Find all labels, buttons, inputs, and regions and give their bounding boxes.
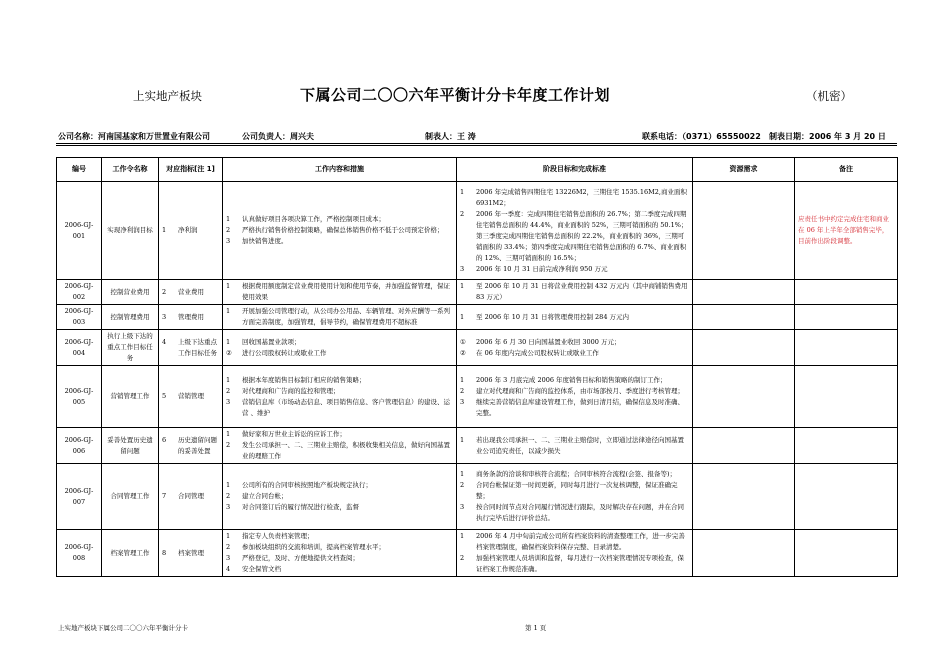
item-number: 1 — [226, 337, 231, 346]
remarks — [795, 464, 898, 530]
resource-needs — [693, 280, 795, 305]
item-text: 公司所有的合同审核按照地产板块规定执行； — [242, 481, 372, 489]
goal-line — [460, 337, 689, 348]
content-line — [226, 429, 453, 440]
item-number: 1 — [460, 187, 465, 196]
table-row — [57, 530, 898, 577]
indicator-number: 7 — [162, 492, 167, 500]
indicator — [159, 428, 223, 464]
work-content — [223, 428, 457, 464]
item-number: 3 — [226, 503, 231, 511]
work-name: 营销管理工作 — [102, 366, 159, 428]
content-line — [226, 440, 453, 462]
work-id: 2006-GJ-003 — [57, 305, 102, 330]
stage-goals — [457, 305, 693, 330]
item-text: 安全保管文档 — [242, 565, 281, 573]
item-text: 建立对代理商和广告商的监控体系，由市场部按月、季度进行考核管理； — [476, 386, 684, 395]
item-text: 加快销售进度。 — [242, 237, 288, 245]
item-number: 1 — [226, 282, 231, 290]
column-header-col-content: 工作内容和措施 — [223, 158, 457, 182]
contact-phone: 联系电话：（0371）65550022 — [642, 132, 761, 141]
content-line — [226, 281, 453, 303]
page-number: 第 1 页 — [525, 624, 547, 632]
item-text: 严格登记，及时、方便地提供文档查阅； — [242, 554, 359, 562]
stage-goals — [457, 366, 693, 428]
work-name: 控制营业费用 — [102, 280, 159, 305]
table-row — [57, 182, 898, 280]
item-text: 商务条款的洽谈和审核符合流程；合同审核符合流程(会签、报备等)； — [476, 470, 677, 478]
content-line — [226, 214, 453, 225]
indicator-number: 6 — [162, 435, 167, 444]
work-id: 2006-GJ-008 — [57, 530, 102, 577]
indicator-number: 2 — [162, 287, 167, 296]
work-name: 控制管理费用 — [102, 305, 159, 330]
goal-line — [460, 531, 689, 553]
indicator-name: 净利润 — [178, 226, 198, 234]
item-text: 对合同签订后的履行情况进行检查，监督 — [242, 503, 359, 511]
item-text: 2006 年 3 月底完成 2006 年度销售目标和销售策略的制订工作； — [476, 375, 667, 384]
item-number: 3 — [460, 503, 465, 511]
item-text: 发生公司承担一、二、三期业主赔偿，积极收集相关信息，做好向国基置业的理赔工作 — [242, 441, 450, 460]
item-number: 3 — [460, 264, 465, 273]
table-row — [57, 305, 898, 330]
remarks — [795, 330, 898, 366]
item-text: 根据费用额度制定营业费用使用计划和使用节奏，并加强监督管理，保证使用效果 — [242, 282, 450, 301]
content-line — [226, 225, 453, 236]
table-row — [57, 280, 898, 305]
item-text: 合同台帐保证第一时间更新，同时每月进行一次复核调整，保证准确完整； — [476, 481, 678, 500]
item-number: 2 — [460, 209, 465, 218]
work-name: 合同管理工作 — [102, 464, 159, 530]
division-label: 上实地产板块 — [133, 89, 202, 103]
content-line — [226, 236, 453, 247]
work-id: 2006-GJ-005 — [57, 366, 102, 428]
table-row — [57, 464, 898, 530]
indicator — [159, 366, 223, 428]
indicator — [159, 182, 223, 280]
item-number: 3 — [226, 237, 231, 245]
content-line — [226, 306, 453, 328]
item-text: 对代理商和广告商的监控和管理； — [242, 386, 340, 395]
item-number: 3 — [226, 554, 231, 562]
indicator-number: 3 — [162, 312, 167, 321]
content-line — [226, 542, 453, 553]
work-id: 2006-GJ-007 — [57, 464, 102, 530]
goal-line — [460, 281, 689, 303]
item-number: ① — [460, 337, 466, 346]
prepare-date: 制表日期：2006 年 3 月 20 日 — [769, 132, 886, 141]
stage-goals — [457, 182, 693, 280]
content-line — [226, 397, 453, 419]
item-text: 2006 年 6 月 30 日向国基置业收回 3000 万元； — [476, 337, 621, 346]
content-line — [226, 502, 453, 513]
indicator-number: 1 — [162, 226, 167, 234]
indicator — [159, 330, 223, 366]
work-content — [223, 280, 457, 305]
stage-goals — [457, 428, 693, 464]
header-rule — [56, 145, 897, 146]
item-text: 2006 年一季度：完成四期住宅销售总面积的 26.7%；第二季度完成四期住宅销售总面积的 44.4%，商业面积的 52%，三期可销面积的 50.1%；第三季度完成四期住宅销售总面积的 22.2%，商业面积的 36%，三期可销面积的 33.4%；第四季度完成四期住宅销售总面积的 6.7%、商业面积的 12%、三期可销面积的 16.5%； — [476, 209, 688, 262]
content-line — [226, 480, 453, 491]
indicator-number: 5 — [162, 392, 167, 400]
footer-title: 上实地产板块下属公司二〇〇六年平衡计分卡 — [58, 624, 188, 632]
item-text: 回收国基置业款项； — [242, 337, 301, 346]
work-id: 2006-GJ-001 — [57, 182, 102, 280]
item-text: 若出现我公司承担一、二、三期业主赔偿时，立即通过法律途径向国基置业公司追究责任，以减少损失 — [476, 435, 684, 455]
item-number: 1 — [226, 375, 231, 384]
item-number: 1 — [460, 312, 465, 321]
indicator — [159, 305, 223, 330]
item-number: 1 — [460, 470, 465, 478]
indicator — [159, 280, 223, 305]
goal-line — [460, 386, 689, 397]
item-number: ② — [226, 348, 232, 357]
content-line — [226, 553, 453, 564]
item-number: ② — [460, 348, 466, 357]
company-manager: 公司负责人：周兴夫 — [242, 132, 314, 141]
item-text: 严格执行销售价格控制策略，确保总体销售价格不低于公司预定价格； — [242, 226, 444, 234]
stage-goals — [457, 280, 693, 305]
column-header-col-goals: 阶段目标和完成标准 — [457, 158, 693, 182]
work-id: 2006-GJ-004 — [57, 330, 102, 366]
work-name: 档案管理工作 — [102, 530, 159, 577]
resource-needs — [693, 366, 795, 428]
work-plan-table — [56, 157, 898, 577]
header-rule — [56, 143, 897, 144]
item-number: 1 — [226, 532, 231, 540]
column-header-col-resource: 资源需求 — [693, 158, 795, 182]
item-text: 2006 年 10 月 31 日前完成净利润 950 万元 — [476, 264, 608, 273]
item-number: 3 — [460, 397, 465, 406]
goal-line — [460, 209, 689, 264]
indicator-name: 历史遗留问题的妥善处置 — [178, 435, 217, 455]
stage-goals — [457, 464, 693, 530]
column-header-col-indicator: 对应指标[注 1] — [159, 158, 223, 182]
remarks — [795, 428, 898, 464]
item-number: 1 — [226, 307, 231, 315]
resource-needs — [693, 464, 795, 530]
item-number: 2 — [460, 386, 465, 395]
content-line — [226, 491, 453, 502]
item-number: 1 — [460, 375, 465, 384]
item-text: 至 2006 年 10 月 31 日将营业费用控制 432 万元内（其中商铺销售费用 83 万元） — [476, 282, 688, 301]
item-text: 开展加强公司管理行动，从公司办公用品、车辆管理、对外应酬等一系列方面完善制度，加强管理，倡导节约，确保管理费用不超标准 — [242, 307, 450, 326]
page-title: 下属公司二〇〇六年平衡计分卡年度工作计划 — [300, 86, 611, 104]
work-name: 执行上级下达的重点工作目标任务 — [102, 330, 159, 366]
goal-line — [460, 480, 689, 502]
resource-needs — [693, 305, 795, 330]
item-number: 1 — [460, 532, 465, 540]
work-content — [223, 182, 457, 280]
goal-line — [460, 312, 689, 323]
goal-line — [460, 469, 689, 480]
goal-line — [460, 348, 689, 359]
work-id: 2006-GJ-002 — [57, 280, 102, 305]
indicator-name: 管理费用 — [178, 312, 204, 321]
remarks — [795, 280, 898, 305]
resource-needs — [693, 530, 795, 577]
goal-line — [460, 553, 689, 575]
goal-line — [460, 264, 689, 275]
resource-needs — [693, 182, 795, 280]
indicator-number: 8 — [162, 548, 167, 557]
work-content — [223, 330, 457, 366]
item-text: 加强档案管理人员培训和监督，每月进行一次档案管理情况专项检查，保证档案工作规范准确。 — [476, 554, 684, 573]
content-line — [226, 564, 453, 575]
indicator-name: 营销管理 — [178, 392, 204, 400]
item-number: 1 — [460, 435, 465, 444]
confidential-label: （机密） — [806, 89, 852, 103]
goal-line — [460, 375, 689, 386]
item-number: 2 — [226, 386, 231, 395]
column-header-col-name: 工作令名称 — [102, 158, 159, 182]
indicator-name: 合同管理 — [178, 492, 204, 500]
content-line — [226, 531, 453, 542]
stage-goals — [457, 530, 693, 577]
work-content — [223, 366, 457, 428]
item-text: 认真做好项目各项决算工作，严格控制项目成本； — [242, 215, 385, 223]
item-text: 建立合同台帐； — [242, 492, 288, 500]
item-number: 1 — [226, 430, 231, 438]
item-text: 根据本年度销售目标制订相应的销售策略； — [242, 375, 366, 384]
item-number: 2 — [226, 226, 231, 234]
item-text: 按合同时间节点对合同履行情况进行跟踪，及时解决存在问题，并在合同执行完毕后进行评价总结。 — [476, 503, 684, 522]
work-name: 实现净利润目标 — [102, 182, 159, 280]
indicator-name: 上级下达重点工作目标任务 — [178, 337, 217, 357]
stage-goals — [457, 330, 693, 366]
content-line — [226, 348, 453, 359]
column-header-col-note: 备注 — [795, 158, 898, 182]
table-header-row — [57, 158, 898, 182]
table-row — [57, 366, 898, 428]
item-number: 2 — [460, 554, 465, 562]
work-id: 2006-GJ-006 — [57, 428, 102, 464]
item-number: 3 — [226, 397, 231, 406]
indicator — [159, 464, 223, 530]
item-number: 2 — [460, 481, 465, 489]
preparer: 制表人：王 涛 — [425, 132, 476, 141]
work-content — [223, 305, 457, 330]
item-text: 做好家和万世业主诉讼的应诉工作； — [242, 430, 346, 438]
work-name: 妥善处置历史遗留问题 — [102, 428, 159, 464]
indicator-name: 营业费用 — [178, 287, 204, 296]
content-line — [226, 386, 453, 397]
item-number: 1 — [226, 481, 231, 489]
item-text: 2006 年完成销售四期住宅 13226M2，三期住宅 1535.16M2,商业面积 6931M2； — [476, 187, 687, 207]
item-text: 指定专人负责档案管理； — [242, 532, 314, 540]
item-text: 参加板块组织的交流和培训，提高档案管理水平； — [242, 543, 385, 551]
remarks — [795, 530, 898, 577]
goal-line — [460, 397, 689, 419]
item-text: 营销信息库（市场动态信息、项目销售信息、客户管理信息）的建设、运营 、维护 — [242, 397, 450, 417]
remarks — [795, 366, 898, 428]
company-name: 公司名称：河南国基家和万世置业有限公司 — [58, 132, 210, 141]
content-line — [226, 375, 453, 386]
indicator-number: 4 — [162, 337, 167, 346]
goal-line — [460, 187, 689, 209]
indicator-name: 档案管理 — [178, 548, 204, 557]
column-header-col-id: 编号 — [57, 158, 102, 182]
item-number: 1 — [226, 215, 231, 223]
remarks — [795, 305, 898, 330]
item-number: 2 — [226, 441, 231, 449]
resource-needs — [693, 428, 795, 464]
work-content — [223, 530, 457, 577]
table-row — [57, 428, 898, 464]
item-text: 2006 年 4 月中旬前完成公司所有档案资料的清查整理工作，进一步完善档案管理制度，确保档案资料保存完整、目录清楚。 — [476, 532, 685, 551]
item-text: 在 06 年度内完成公司股权转让或歇业工作 — [476, 348, 599, 357]
item-number: 4 — [226, 565, 231, 573]
content-line — [226, 337, 453, 348]
item-number: 2 — [226, 543, 231, 551]
work-content — [223, 464, 457, 530]
goal-line — [460, 435, 689, 457]
item-number: 2 — [226, 492, 231, 500]
goal-line — [460, 502, 689, 524]
remarks: 应责任书中约定完成住宅和商业在 06 年上半年全部销售完毕，目前作出阶段调整。 — [795, 182, 898, 280]
item-number: 1 — [460, 282, 465, 290]
table-row — [57, 330, 898, 366]
item-text: 继续完善营销信息库建设管理工作，做到日清月结，确保信息及时准确、完整。 — [476, 397, 684, 417]
resource-needs — [693, 330, 795, 366]
item-text: 至 2006 年 10 月 31 日将管理费用控制 284 万元内 — [476, 312, 630, 321]
item-text: 进行公司股权转让或歇业工作 — [242, 348, 327, 357]
indicator — [159, 530, 223, 577]
